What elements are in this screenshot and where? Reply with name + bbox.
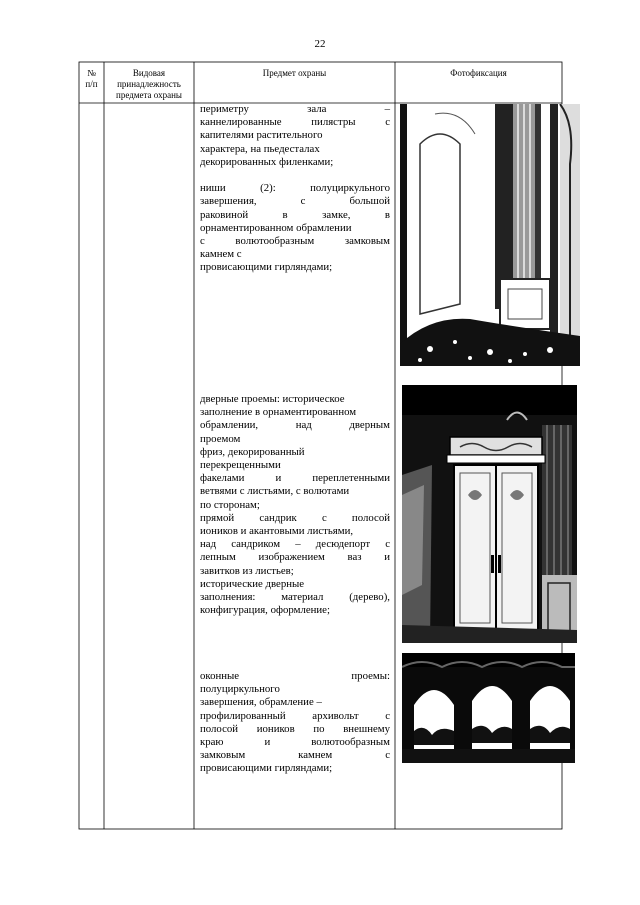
header-num-line2: п/п (85, 79, 98, 89)
subject-line: раковиной в замке, в (200, 208, 390, 221)
photo-windows (402, 653, 575, 763)
subject-line: заполнения: материал (дерево), (200, 591, 390, 604)
subject-line: провисающими гирляндами; (200, 261, 333, 274)
subject-line: провисающими гирляндами; (200, 762, 333, 775)
header-subject: Предмет охраны (262, 68, 327, 78)
subject-line: заполнение в орнаментированном (200, 406, 357, 419)
subject-block-2 (200, 393, 390, 617)
subject-line: декорированных филенками; (200, 155, 334, 168)
subject-line: исторические дверные (200, 577, 305, 590)
subject-line: над сандриком – десюдепорт с (200, 538, 390, 551)
subject-line: фриз, декорированный (200, 445, 305, 458)
subject-line: конфигурация, оформление; (200, 604, 330, 617)
subject-line: проемом (200, 432, 241, 445)
subject-line: полуциркульного (200, 683, 280, 696)
subject-line: замковым камнем с (200, 749, 390, 762)
subject-line: орнаментированном обрамлении (200, 221, 352, 234)
subject-line: завершения, с большой (200, 195, 390, 208)
subject-line: завершения, обрамление – (200, 696, 322, 709)
header-num (79, 68, 104, 90)
header-type-line3: предмета охраны (116, 90, 182, 100)
header-type-line2: принадлежность (117, 79, 181, 89)
header-photo: Фотофиксация (450, 68, 507, 78)
subject-line: по сторонам; (200, 498, 260, 511)
subject-line: периметру зала – (200, 103, 390, 115)
subject-line (200, 169, 390, 182)
subject-line: каннелированные пилястры с (200, 116, 390, 129)
subject-line: капителями растительного (200, 129, 323, 142)
subject-line: завитков из листьев; (200, 564, 294, 577)
header-type-line1: Видовая (132, 68, 166, 78)
subject-line: дверные проемы: историческое (200, 393, 345, 405)
subject-block-1 (200, 103, 390, 275)
header-num-line1: № (87, 68, 96, 78)
page-number: 22 (314, 38, 326, 50)
subject-line: с волютообразным замковым (200, 235, 390, 248)
subject-line: полосой иоников по внешнему (200, 722, 390, 735)
subject-line: профилированный архивольт с (200, 709, 390, 722)
photo-pilasters-niche (400, 104, 580, 366)
subject-line: обрамлении, над дверным (200, 419, 390, 432)
subject-line: перекрещенными (200, 459, 281, 472)
subject-line: краю и волютообразным (200, 736, 390, 749)
subject-line: характера, на пьедесталах (200, 142, 320, 155)
subject-line: лепным изображением ваз и (200, 551, 390, 564)
subject-line: факелами и переплетенными (200, 472, 390, 485)
subject-line: иоников и акантовыми листьями, (200, 525, 354, 538)
subject-line: ниши (2): полуциркульного (200, 182, 390, 195)
subject-line: оконные проемы: (200, 670, 390, 682)
subject-line: прямой сандрик с полосой (200, 511, 390, 524)
subject-block-3 (200, 670, 390, 776)
subject-line: ветвями с листьями, с волютами (200, 485, 350, 498)
subject-line: камнем с (200, 248, 242, 261)
header-type (104, 68, 194, 101)
photo-doorway (402, 385, 577, 643)
